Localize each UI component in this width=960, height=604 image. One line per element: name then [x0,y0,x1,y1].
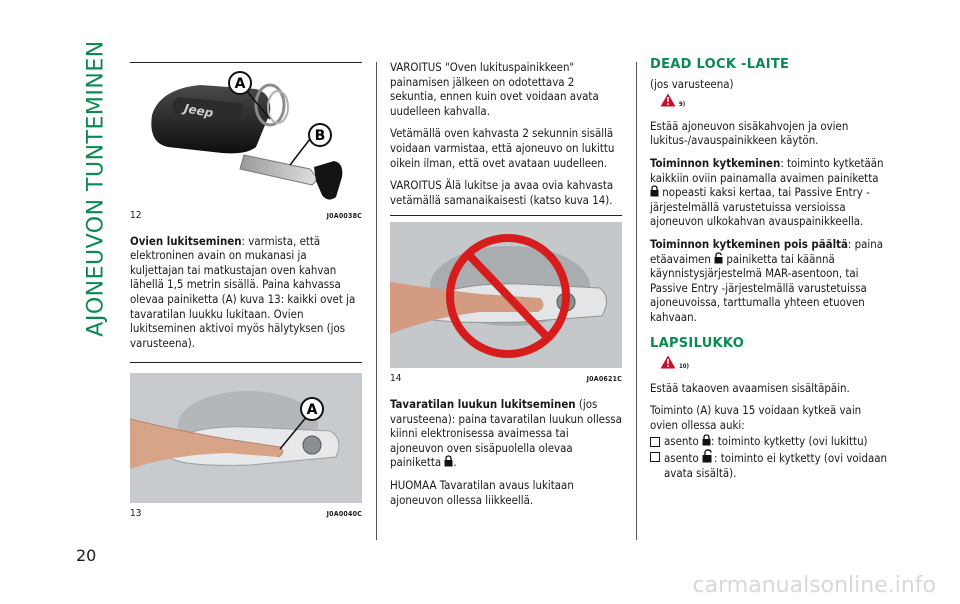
paragraph-handle-check: Vetämällä oven kahvasta 2 sekunnin sisällä voidaan varmistaa, että ajoneuvo on lukittu oikein ilman, että ovet avataan uudelleen. [390,126,615,170]
column-divider [636,62,637,540]
fob-brand-text: Jeep [183,101,215,121]
list-item: asento : toiminto ei kytketty (ovi voidaan avata sisältä). [650,449,890,480]
warning-triangle-icon [660,93,676,107]
list-item: asento : toiminto kytketty (ovi lukittu) [650,434,890,449]
figure-12-caption: 12 J0A0038C [130,210,362,221]
deadlock-heading: DEAD LOCK -LAITE [650,57,790,72]
lock-closed-icon [650,185,659,197]
label-a: A [306,402,318,419]
column-divider [376,62,377,540]
lock-open-icon [714,252,723,264]
deadlock-subheading: (jos varusteena) [650,76,734,91]
column-3 [650,58,890,480]
warning-paragraph-1: VAROITUS "Oven lukituspainikkeen" painamisen jälkeen on odotettava 2 sekuntia, ennen kuin ovet voidaan avata uudelleen kahvalla. [390,60,599,118]
page-number: 20 [76,546,97,565]
figure-13 [130,373,362,503]
figure-rule [390,215,622,216]
lock-open-icon [702,449,714,463]
child-lock-instruction: Toiminto (A) kuva 15 voidaan kytkeä vain ovien ollessa auki: [650,403,862,432]
figure-14-caption: 14 J0A0621C [390,373,622,385]
figure-14 [390,222,622,368]
bullet-box-icon [650,452,660,462]
child-lock-description: Estää takaoven avaamisen sisältäpäin. [650,380,850,395]
deadlock-activate-paragraph: Toiminnon kytkeminen: toiminto kytketään kaikkiin oviin painamalla avaimen painiketta nopeasti kaksi kertaa, tai Passive Entry -järjestelmällä varustetuissa versioissa ajoneuvon ulkokahvan avauspainikkeella. [650,155,884,229]
figure-12 [130,63,362,205]
label-b: B [314,128,326,144]
deadlock-deactivate-paragraph: Toiminnon kytkeminen pois päältä: paina etäavaimen painiketta tai käännä käynnistysjärjestelmä MAR-asentoon, tai Passive Entry -järjestelmällä varustetuissa ajoneuvoissa, tarttumalla yhteen etuoven kahvaan. [650,236,884,324]
warning-ref-10: 10) [660,355,890,375]
side-section-title: AJONEUVON TUNTEMINEN [83,39,109,337]
child-lock-heading: LAPSILUKKO [650,335,745,351]
warning-paragraph-2: VAROITUS Älä lukitse ja avaa ovia kahvasta vetämällä samanaikaisesti (katso kuva 14). [390,178,614,207]
lock-closed-icon [702,434,711,446]
do-not-pull-handle-image [390,222,622,368]
label-a: A [234,76,246,92]
warning-ref-9: 9) [660,93,890,113]
door-lock-paragraph: Ovien lukitseminen: varmista, että elektroninen avain on mukanasi ja kuljettajan tai matkustajan oven kahvan lähellä 1,5 metrin sisällä. Paina kahvassa olevaa painiketta (A) kuva 13: kaikki ovet ja tavaratilan luukku lukitaan. Ovien lukitseminen aktivoi myös hälytyksen (jos varusteena). [130,233,356,350]
figure-rule [130,362,362,363]
column-1 [130,62,362,532]
deadlock-description: Estää ajoneuvon sisäkahvojen ja ovien lukitus-/avauspainikkeen käytön. [650,118,849,148]
column-2 [390,60,622,515]
note-paragraph: HUOMAA Tavaratilan avaus lukitaan ajoneuvon ollessa liikkeellä. [390,477,574,507]
tailgate-lock-paragraph: Tavaratilan luukun lukitseminen (jos varusteena): paina tavaratilan luukun ollessa kiinni elektronisessa avaimessa tai ajoneuvon oven sisäpuolella olevaa painiketta . [390,396,622,470]
watermark: carmanualsonline.info [692,573,936,598]
door-handle-press-image [130,373,362,503]
bullet-box-icon [650,437,660,447]
figure-13-caption: 13 J0A0040C [130,508,362,520]
warning-triangle-icon [660,355,676,369]
key-fob-image [130,63,362,205]
